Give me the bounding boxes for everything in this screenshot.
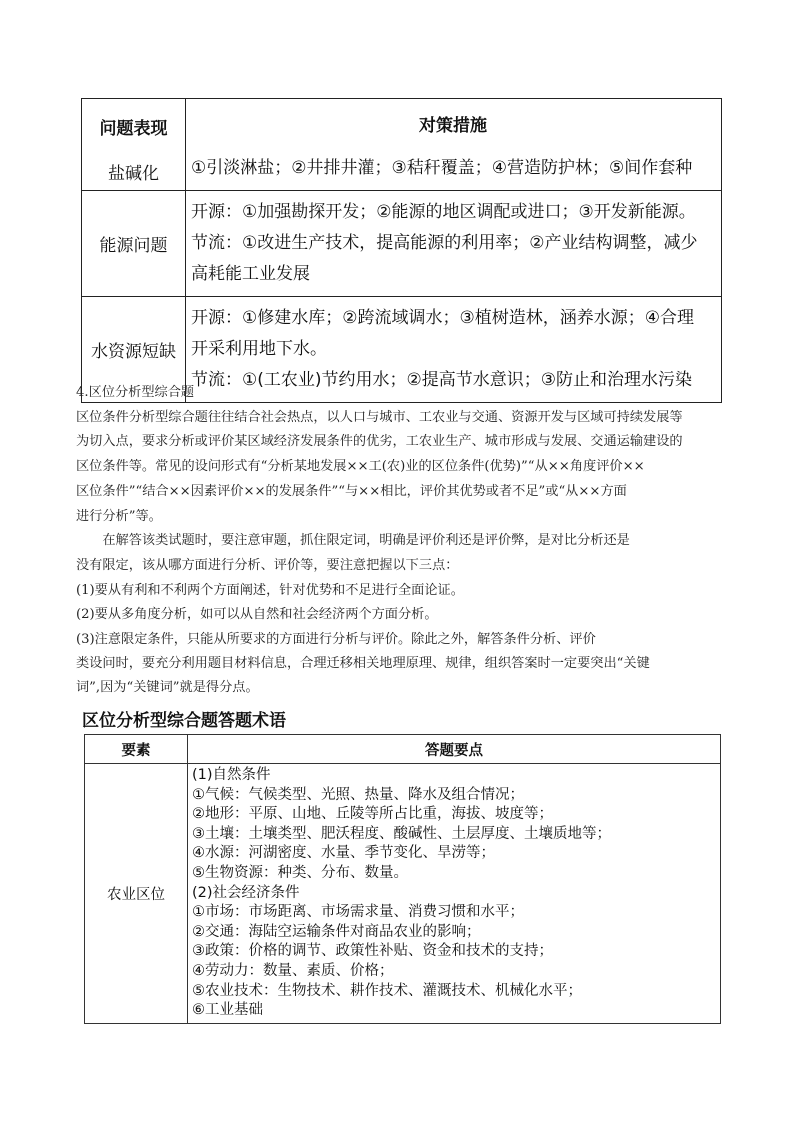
paragraph-line: 区位条件分析型综合题往往结合社会热点，以人口与城市、工农业与交通、资源开发与区域可持续发展等 — [76, 410, 683, 425]
table-row — [82, 191, 722, 297]
point-line: (2)社会经济条件 — [192, 884, 300, 901]
paragraph-line: 区位条件等。常见的设问形式有“分析某地发展××工(农)业的区位条件(优势)”“从××角度评价×× — [76, 459, 645, 474]
measure-line: ①引淡淋盐；②井排井灌；③秸秆覆盖；④营造防护林；⑤间作套种 — [191, 158, 693, 178]
point-line: ④劳动力：数量、素质、价格； — [192, 962, 394, 979]
problem-cell: 水资源短缺 — [82, 297, 186, 403]
paragraph-line: (3)注意限定条件，只能从所要求的方面进行分析与评价。除此之外，解答条件分析、评价 — [76, 632, 596, 647]
terminology-table — [84, 734, 721, 1024]
header-factor: 要素 — [85, 735, 188, 764]
paragraph-line: (2)要从多角度分析，如可以从自然和社会经济两个方面分析。 — [76, 607, 438, 622]
point-line: ⑤农业技术：生物技术、耕作技术、灌溉技术、机械化水平； — [192, 982, 582, 999]
section-title: 4.区位分析型综合题 — [76, 385, 195, 400]
paragraph-line: 进行分析”等。 — [76, 509, 162, 524]
header-points: 答题要点 — [188, 735, 721, 764]
header-problem: 问题表现 — [82, 99, 186, 154]
point-line: ⑤生物资源：种类、分布、数量。 — [192, 864, 408, 881]
header-measures: 对策措施 — [186, 99, 722, 154]
measures-cell — [186, 191, 722, 297]
measures-cell — [186, 297, 722, 403]
factor-cell: 农业区位 — [85, 764, 188, 1024]
table1-clip — [0, 0, 800, 390]
paragraph-line: 区位条件”“结合××因素评价××的发展条件”“与××相比，评价其优势或者不足”或“从××方面 — [76, 484, 627, 499]
point-line: ③政策：价格的调节、政策性补贴、资金和技术的支持； — [192, 943, 553, 960]
table2-title: 区位分析型综合题答题术语 — [82, 711, 286, 731]
paragraph-line: 在解答该类试题时，要注意审题，抓住限定词，明确是评价利还是评价弊，是对比分析还是 — [76, 533, 630, 548]
measure-line: 节流：①(工农业)节约用水；②提高节水意识；③防止和治理水污染 — [191, 370, 692, 390]
measures-cell — [186, 153, 722, 191]
measure-line: 开源：①加强勘探开发；②能源的地区调配或进口；③开发新能源。 — [191, 202, 696, 222]
table-header-row — [82, 99, 722, 154]
problem-cell: 盐碱化 — [82, 153, 186, 191]
points-cell — [188, 764, 721, 1024]
point-line: ④水源：河湖密度、水量、季节变化、旱涝等； — [192, 845, 495, 862]
measure-line: 开源：①修建水库；②跨流域调水；③植树造林，涵养水源；④合理 — [191, 308, 694, 328]
paragraph-line: (1)要从有利和不利两个方面阐述，针对优势和不足进行全面论证。 — [76, 583, 464, 598]
point-line: ①市场：市场距离、市场需求量、消费习惯和水平； — [192, 904, 524, 921]
paragraph-line: 没有限定，该从哪方面进行分析、评价等，要注意把握以下三点： — [76, 558, 459, 573]
paragraph-line: 词”,因为“关键词”就是得分点。 — [76, 680, 259, 695]
measure-line: 高耗能工业发展 — [191, 264, 310, 284]
point-line: ②地形：平原、山地、丘陵等所占比重，海拔、坡度等； — [192, 806, 553, 823]
point-line: (1)自然条件 — [192, 767, 271, 783]
measure-line: 节流：①改进生产技术，提高能源的利用率；②产业结构调整，减少 — [191, 233, 698, 253]
table-header-row — [85, 735, 721, 764]
point-line: ②交通：海陆空运输条件对商品农业的影响； — [192, 923, 481, 940]
point-line: ③土壤：土壤类型、肥沃程度、酸碱性、土层厚度、土壤质地等； — [192, 825, 611, 842]
table-row — [82, 153, 722, 191]
problem-cell: 能源问题 — [82, 191, 186, 297]
table-row — [85, 764, 721, 1024]
point-line: ①气候：气候类型、光照、热量、降水及组合情况； — [192, 786, 524, 803]
paragraph-line: 为切入点，要求分析或评价某区域经济发展条件的优劣，工农业生产、城市形成与发展、交通运输建设的 — [76, 434, 683, 449]
point-line: ⑥工业基础 — [192, 1002, 263, 1019]
measure-line: 开采利用地下水。 — [191, 339, 327, 359]
paragraph-line: 类设问时，要充分利用题目材料信息，合理迁移相关地理原理、规律，组织答案时一定要突出“关键 — [76, 656, 650, 671]
countermeasures-table — [81, 98, 722, 403]
